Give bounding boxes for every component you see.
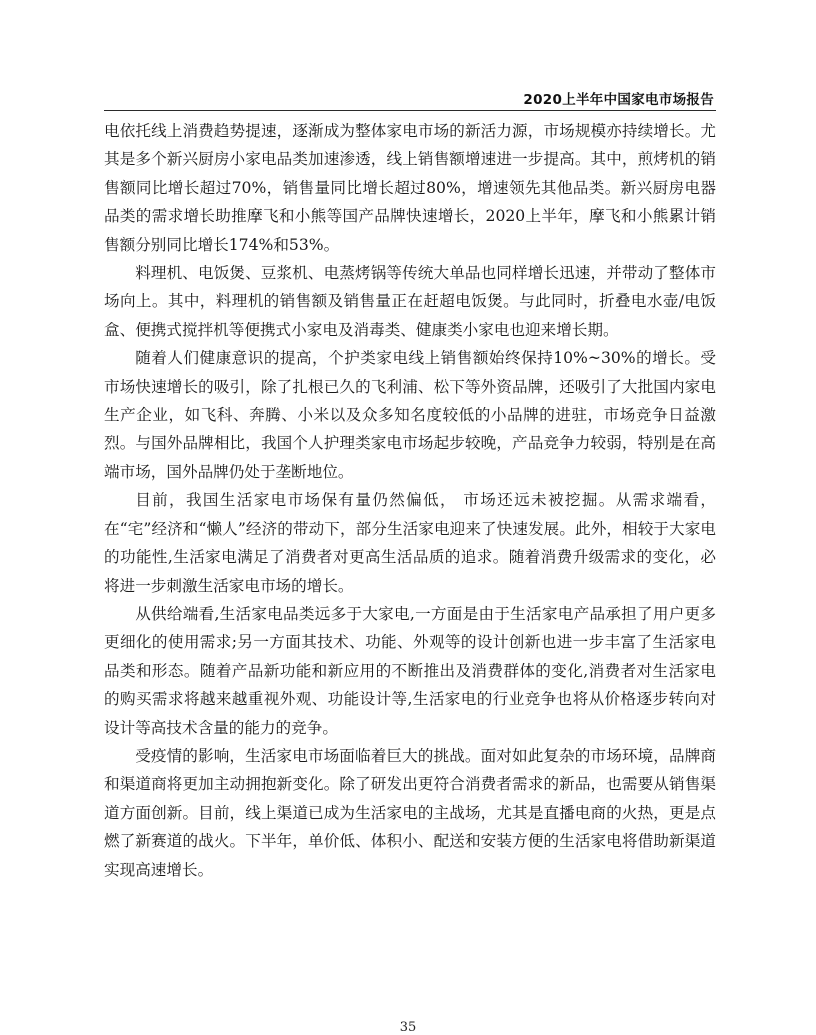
paragraph-4: 目前，我国生活家电市场保有量仍然偏低， 市场还远未被挖掘。从需求端看，在“宅”经济和“懒人”经济的带动下，部分生活家电迎来了快速发展。此外，相较于大家电的功能性,生活家电满足了消费者对更高生活品质的追求。随着消费升级需求的变化，必将进一步刺激生活家电市场的增长。: [104, 491, 716, 595]
paragraph-1: 电依托线上消费趋势提速，逐渐成为整体家电市场的新活力源，市场规模亦持续增长。尤其是多个新兴厨房小家电品类加速渗透，线上销售额增速进一步提高。其中，煎烤机的销售额同比增长超过70%，销售量同比增长超过80%，增速领先其他品类。新兴厨房电器品类的需求增长助推摩飞和小熊等国产品牌快速增长，2020上半年，摩飞和小熊累计销售额分别同比增长174%和53%。: [104, 122, 716, 254]
paragraph-2: 料理机、电饭煲、豆浆机、电蒸烤锅等传统大单品也同样增长迅速，并带动了整体市场向上。其中，料理机的销售额及销售量正在赶超电饭煲。与此同时，折叠电水壶/电饭盒、便携式搅拌机等便携式小家电及消毒类、健康类小家电也迎来增长期。: [104, 264, 716, 339]
header-title: 2020上半年中国家电市场报告: [523, 92, 714, 108]
page-number: 35: [399, 1020, 417, 1035]
paragraph-3: 随着人们健康意识的提高，个护类家电线上销售额始终保持10%~30%的增长。受市场快速增长的吸引，除了扎根已久的飞利浦、松下等外资品牌，还吸引了大批国内家电生产企业，如飞科、奔腾、小米以及众多知名度较低的小品牌的进驻，市场竞争日益激烈。与国外品牌相比，我国个人护理类家电市场起步较晚，产品竞争力较弱，特别是在高端市场，国外品牌仍处于垄断地位。: [104, 349, 716, 481]
running-header: [104, 86, 716, 111]
paragraph-6: 受疫情的影响，生活家电市场面临着巨大的挑战。面对如此复杂的市场环境，品牌商和渠道商将更加主动拥抱新变化。除了研发出更符合消费者需求的新品，也需要从销售渠道方面创新。目前，线上渠道已成为生活家电的主战场，尤其是直播电商的火热，更是点燃了新赛道的战火。下半年，单价低、体积小、配送和安装方便的生活家电将借助新渠道实现高速增长。: [104, 746, 716, 879]
paragraph-5: 从供给端看,生活家电品类远多于大家电,一方面是由于生活家电产品承担了用户更多更细化的使用需求;另一方面其技术、功能、外观等的设计创新也进一步丰富了生活家电品类和形态。随着产品新功能和新应用的不断推出及消费群体的变化,消费者对生活家电的购买需求将越来越重视外观、功能设计等,生活家电的行业竞争也将从价格逐步转向对设计等高技术含量的能力的竞争。: [104, 604, 716, 737]
body-text: [104, 117, 716, 884]
